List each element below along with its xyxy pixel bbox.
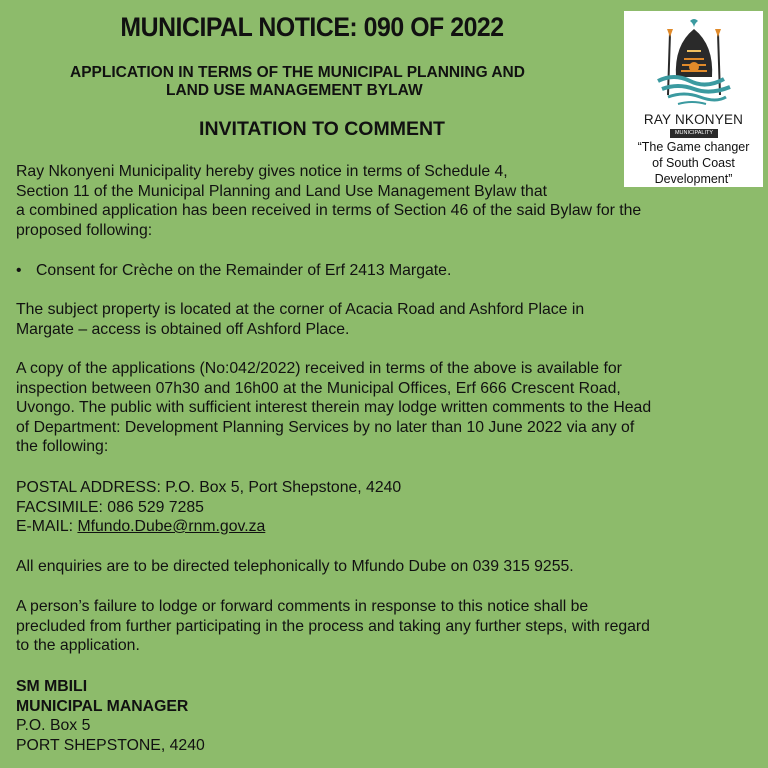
intro-line-1: Ray Nkonyeni Municipality hereby gives notice in terms of Schedule 4,	[16, 163, 508, 180]
notice-subtitle	[70, 64, 610, 100]
copy-line-4: of Department: Development Planning Services by no later than 10 June 2022 via any of	[16, 418, 635, 436]
signatory-name: SM MBILI	[16, 678, 88, 695]
intro-line-4: proposed following:	[16, 221, 153, 239]
intro-line-2: Section 11 of the Municipal Planning and Land Use Management Bylaw that	[16, 182, 547, 200]
contact-details	[16, 478, 736, 537]
bullet-symbol: •	[16, 262, 22, 279]
failure-paragraph	[16, 597, 736, 656]
email-link[interactable]: Mfundo.Dube@rnm.gov.za	[77, 518, 266, 535]
shield-waves-logo-icon	[654, 15, 734, 111]
signatory-role: MUNICIPAL MANAGER	[16, 697, 189, 715]
failure-line-1: A person’s failure to lodge or forward comments in response to this notice shall be	[16, 598, 589, 615]
municipality-logo	[624, 11, 763, 187]
list-item	[16, 261, 736, 281]
logo-sub-label: MUNICIPALITY	[670, 129, 718, 138]
subtitle-line-2: LAND USE MANAGEMENT BYLAW	[166, 82, 423, 99]
email-row	[16, 517, 736, 537]
invitation-heading: INVITATION TO COMMENT	[199, 118, 445, 140]
copy-line-1: A copy of the applications (No:042/2022) received in terms of the above is available for	[16, 360, 622, 377]
facsimile: FACSIMILE: 086 529 7285	[16, 498, 204, 516]
signatory-box: P.O. Box 5	[16, 717, 91, 734]
location-line-2: Margate – access is obtained off Ashford Place.	[16, 320, 350, 338]
copy-line-5: the following:	[16, 438, 109, 455]
enquiries-paragraph: All enquiries are to be directed telephonically to Mfundo Dube on 039 315 9255.	[16, 558, 574, 575]
location-paragraph	[16, 300, 736, 339]
intro-line-3: a combined application has been received in terms of Section 46 of the said Bylaw for the	[16, 202, 642, 219]
postal-address: POSTAL ADDRESS: P.O. Box 5, Port Shepstone, 4240	[16, 479, 402, 496]
location-line-1: The subject property is located at the corner of Acacia Road and Ashford Place in	[16, 301, 585, 318]
failure-line-3: to the application.	[16, 637, 140, 654]
tagline-line-3: Development”	[654, 172, 733, 186]
tagline-line-1: “The Game changer	[637, 140, 750, 154]
subtitle-line-1: APPLICATION IN TERMS OF THE MUNICIPAL PLANNING AND	[70, 64, 525, 81]
signature-block	[16, 677, 736, 755]
tagline-line-2: of South Coast	[652, 156, 735, 170]
copy-paragraph	[16, 359, 736, 457]
failure-line-2: precluded from further participating in the process and taking any further steps, with regard	[16, 617, 650, 635]
bullet-text: Consent for Crèche on the Remainder of Erf 2413 Margate.	[36, 262, 452, 279]
logo-name: RAY NKONYEN	[643, 112, 744, 127]
email-label: E-MAIL:	[16, 518, 78, 535]
copy-line-2: inspection between 07h30 and 16h00 at the Municipal Offices, Erf 666 Crescent Road,	[16, 379, 621, 397]
notice-title: MUNICIPAL NOTICE: 090 OF 2022	[120, 12, 504, 42]
copy-line-3: Uvongo. The public with sufficient interest therein may lodge written comments to the Head	[16, 399, 652, 416]
signatory-city: PORT SHEPSTONE, 4240	[16, 736, 205, 754]
intro-paragraph	[16, 162, 736, 240]
